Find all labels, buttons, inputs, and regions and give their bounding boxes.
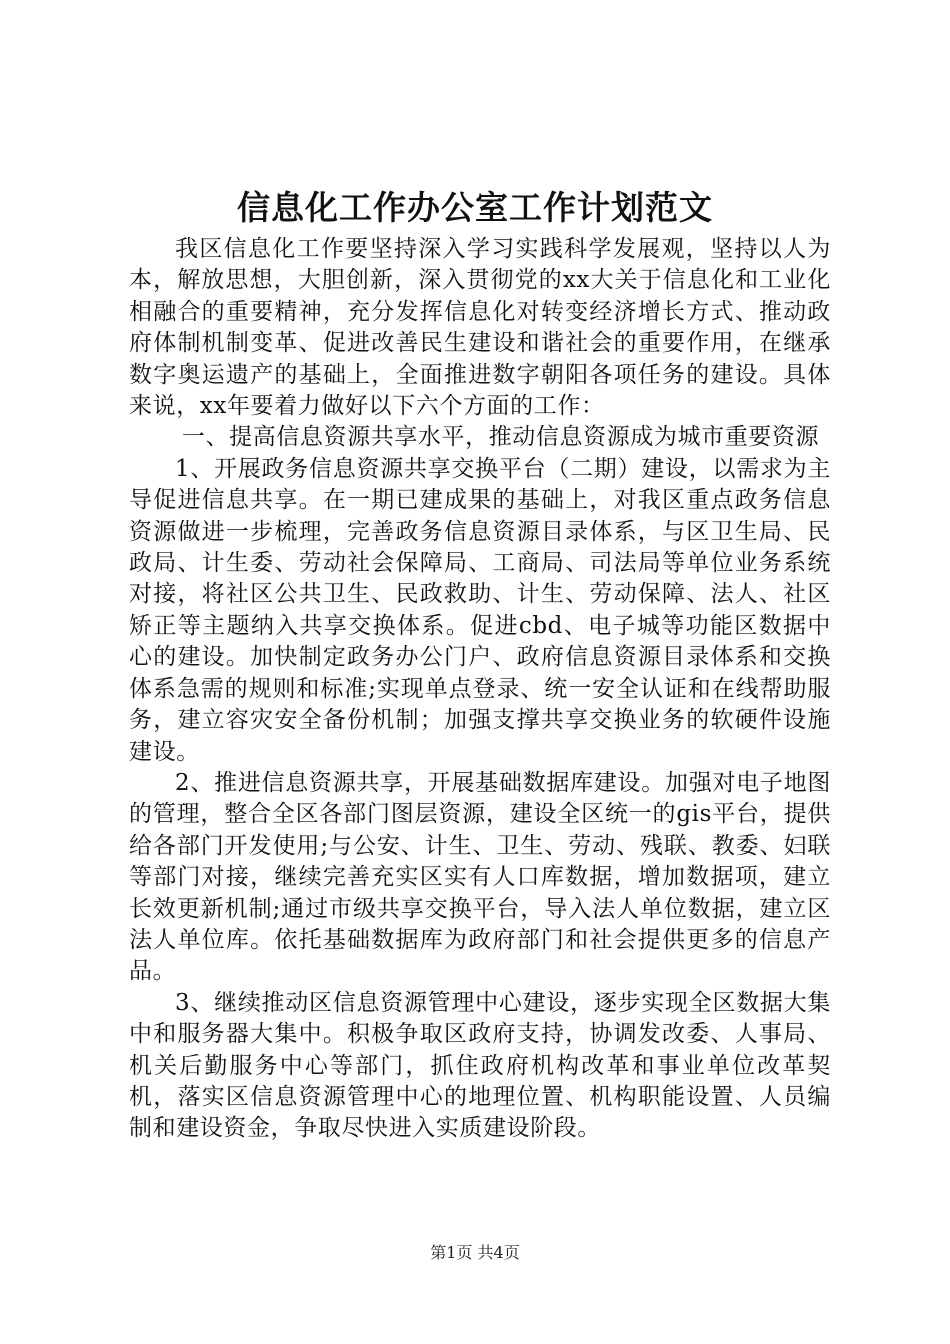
section-heading-1: 一、提高信息资源共享水平，推动信息资源成为城市重要资源 <box>181 424 820 451</box>
intro-paragraph: 我区信息化工作要坚持深入学习实践科学发展观，坚持以人为本，解放思想，大胆创新，深入贯彻党的xx大关于信息化和工业化相融合的重要精神，充分发挥信息化对转变经济增长方式、推动政府体制机制变革、促进改善民生建设和谐社会的重要作用，在继承数字奥运遗产的基础上，全面推进数字朝阳各项任务的建设。具体来说，xx年要着力做好以下六个方面的工作： <box>129 236 831 420</box>
item-paragraph-2: 2、推进信息资源共享，开展基础数据库建设。加强对电子地图的管理，整合全区各部门图层资源，建设全区统一的gis平台，提供给各部门开发使用;与公安、计生、卫生、劳动、残联、教委、妇联等部门对接，继续完善充实区实有人口库数据，增加数据项，建立长效更新机制;通过市级共享交换平台，导入法人单位数据，建立区法人单位库。依托基础数据库为政府部门和社会提供更多的信息产品。 <box>129 769 831 985</box>
item-paragraph-1: 1、开展政务信息资源共享交换平台（二期）建设，以需求为主导促进信息共享。在一期已建成果的基础上，对我区重点政务信息资源做进一步梳理，完善政务信息资源目录体系，与区卫生局、民政局、计生委、劳动社会保障局、工商局、司法局等单位业务系统对接，将社区公共卫生、民政救助、计生、劳动保障、法人、社区矫正等主题纳入共享交换体系。促进cbd、电子城等功能区数据中心的建设。加快制定政务办公门户、政府信息资源目录体系和交换体系急需的规则和标准;实现单点登录、统一安全认证和在线帮助服务，建立容灾安全备份机制；加强支撑共享交换业务的软硬件设施建设。 <box>129 455 831 765</box>
document-body <box>129 234 831 1145</box>
document-title: 信息化工作办公室工作计划范文 <box>237 188 713 227</box>
page-number-footer: 第1页 共4页 <box>430 1243 520 1262</box>
item-paragraph-3: 3、继续推动区信息资源管理中心建设，逐步实现全区数据大集中和服务器大集中。积极争取区政府支持，协调发改委、人事局、机关后勤服务中心等部门，抓住政府机构改革和事业单位改革契机，落实区信息资源管理中心的地理位置、机构职能设置、人员编制和建设资金，争取尽快进入实质建设阶段。 <box>129 989 831 1142</box>
